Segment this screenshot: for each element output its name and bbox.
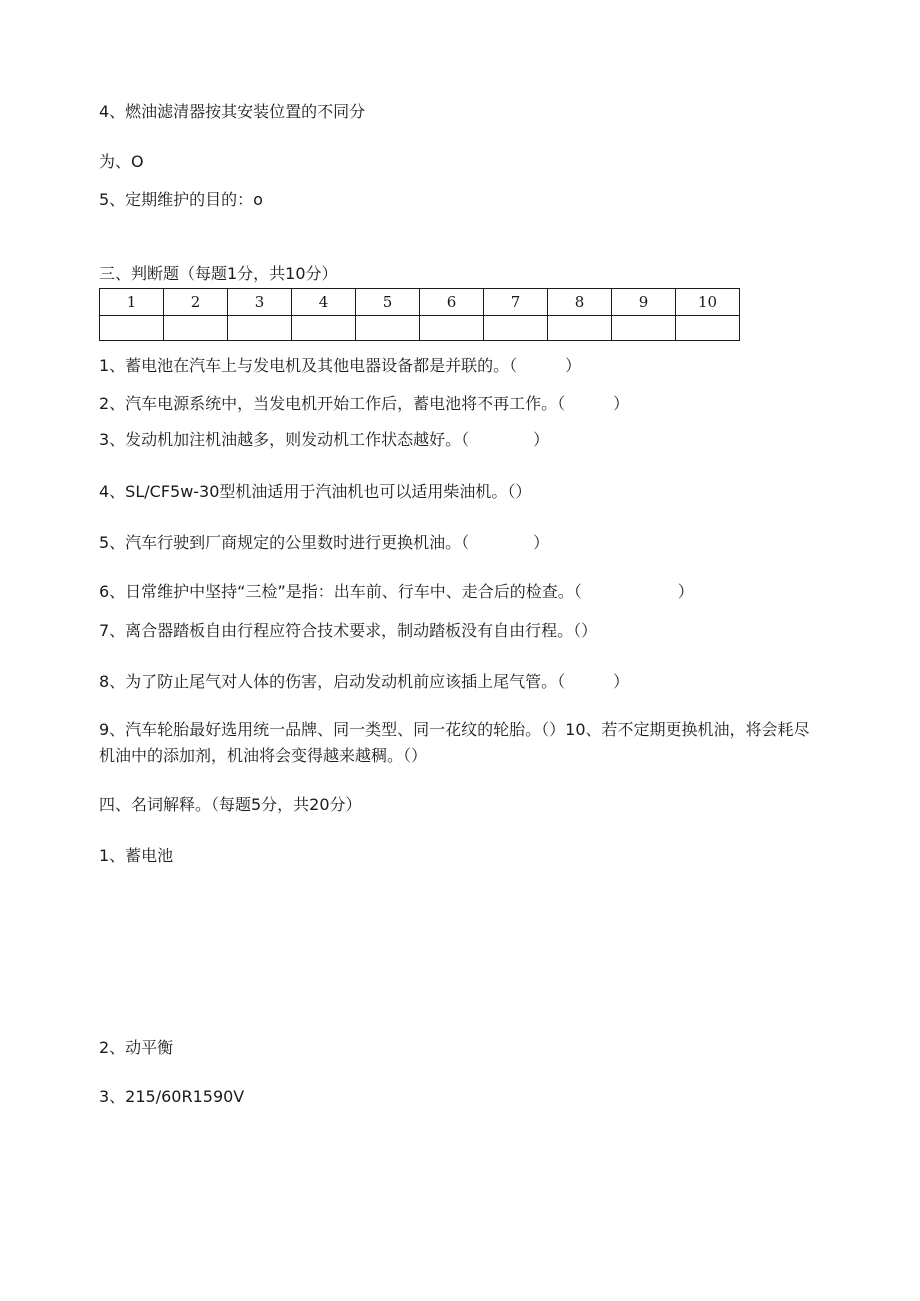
answer-grid-header: 8 xyxy=(548,289,612,316)
answer-cell[interactable] xyxy=(164,316,228,341)
answer-grid-header: 3 xyxy=(228,289,292,316)
answer-cell[interactable] xyxy=(228,316,292,341)
true-false-question: 4、SL/CF5w-30型机油适用于汽油机也可以适用柴油机。（） xyxy=(99,482,532,501)
answer-grid-header: 9 xyxy=(612,289,676,316)
answer-grid-header: 7 xyxy=(484,289,548,316)
true-false-question: 6、日常维护中坚持“三检”是指：出车前、行车中、走合后的检查。（ ） xyxy=(99,582,694,601)
answer-cell[interactable] xyxy=(612,316,676,341)
answer-grid-header: 1 xyxy=(100,289,164,316)
true-false-question: 7、离合器踏板自由行程应符合技术要求，制动踏板没有自由行程。（） xyxy=(99,621,598,640)
definitions-heading: 四、名词解释。（每题5分，共20分） xyxy=(99,795,362,814)
answer-grid-header: 2 xyxy=(164,289,228,316)
true-false-question: 9、汽车轮胎最好选用统一品牌、同一类型、同一花纹的轮胎。（）10、若不定期更换机油，将会耗尽机油中的添加剂，机油将会变得越来越稠。（） xyxy=(99,720,810,765)
answer-grid xyxy=(99,288,740,341)
true-false-question: 8、为了防止尾气对人体的伤害，启动发动机前应该插上尾气管。（ ） xyxy=(99,672,630,691)
definition-item: 3、215/60R1590V xyxy=(99,1087,245,1106)
answer-grid-header-row xyxy=(100,289,740,316)
definition-item: 1、蓄电池 xyxy=(99,846,174,865)
true-false-question: 1、蓄电池在汽车上与发电机及其他电器设备都是并联的。（ ） xyxy=(99,356,582,375)
answer-grid-header: 4 xyxy=(292,289,356,316)
fill-blank-q4-line2: 为、O xyxy=(99,152,144,171)
answer-grid-header: 5 xyxy=(356,289,420,316)
fill-blank-q4-line1: 4、燃油滤清器按其安装位置的不同分 xyxy=(99,102,366,121)
answer-cell[interactable] xyxy=(484,316,548,341)
answer-grid-answer-row xyxy=(100,316,740,341)
true-false-question: 5、汽车行驶到厂商规定的公里数时进行更换机油。（ ） xyxy=(99,533,550,552)
fill-blank-q5: 5、定期维护的目的：o xyxy=(99,190,263,209)
true-false-question: 3、发动机加注机油越多，则发动机工作状态越好。（ ） xyxy=(99,430,550,449)
true-false-question: 2、汽车电源系统中，当发电机开始工作后，蓄电池将不再工作。（ ） xyxy=(99,394,630,413)
answer-cell[interactable] xyxy=(100,316,164,341)
definition-item: 2、动平衡 xyxy=(99,1038,174,1057)
answer-cell[interactable] xyxy=(548,316,612,341)
answer-cell[interactable] xyxy=(420,316,484,341)
answer-cell[interactable] xyxy=(292,316,356,341)
true-false-heading: 三、判断题（每题1分，共10分） xyxy=(99,264,338,283)
answer-grid-header: 6 xyxy=(420,289,484,316)
answer-cell[interactable] xyxy=(676,316,740,341)
answer-grid-header: 10 xyxy=(676,289,740,316)
answer-cell[interactable] xyxy=(356,316,420,341)
